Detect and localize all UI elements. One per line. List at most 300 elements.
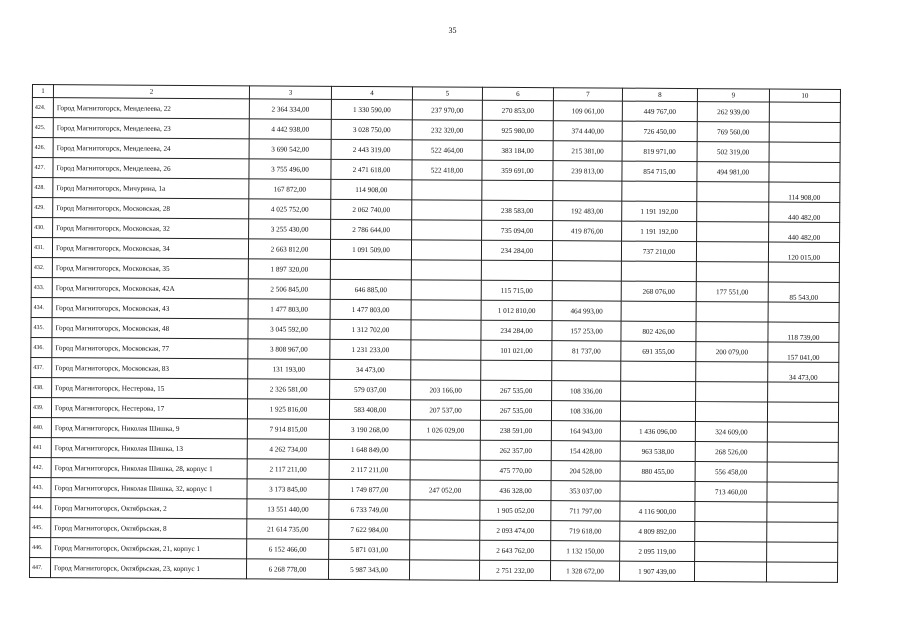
- amount-cell-col-6: [480, 540, 551, 560]
- amount-cell-col-6: [481, 360, 552, 380]
- amount-value: 436 328,00: [499, 486, 532, 495]
- amount-cell-col-5: [411, 280, 481, 300]
- amount-cell-col-3: [248, 359, 330, 380]
- amount-cell-col-9: [697, 202, 769, 222]
- amount-cell-col-4: [329, 399, 410, 419]
- column-header-6: 6: [482, 87, 553, 100]
- amount-cell-col-6: [482, 120, 553, 140]
- amount-cell-col-3: [249, 99, 331, 120]
- row-number: 447.: [29, 557, 50, 577]
- amount-cell-col-3: [247, 519, 329, 540]
- amount-cell-col-9: [695, 462, 767, 482]
- page-number: 35: [448, 26, 457, 35]
- amount-value: 4 262 734,00: [269, 444, 308, 454]
- amount-cell-col-3: [249, 219, 331, 240]
- address-cell: Город Магнитогорск, Нестерова, 15: [52, 378, 248, 399]
- amount-cell-col-4: [330, 239, 411, 259]
- amount-cell-col-9: [697, 122, 769, 142]
- amount-cell-col-6: [481, 380, 552, 400]
- amount-cell-col-5: [410, 540, 480, 560]
- address-cell: Город Магнитогорск, Николая Шишка, 13: [51, 438, 247, 459]
- amount-value: 583 408,00: [353, 405, 387, 414]
- amount-cell-col-3: [249, 199, 331, 220]
- amount-cell-col-4: [329, 419, 410, 439]
- amount-cell-col-10: [767, 422, 838, 442]
- amount-cell-col-7: [553, 101, 622, 121]
- row-number: 429.: [32, 198, 53, 218]
- amount-cell-col-5: [412, 220, 482, 240]
- amount-value: 5 987 343,00: [350, 565, 388, 574]
- amount-cell-col-6: [480, 420, 551, 440]
- amount-cell-col-4: [331, 199, 412, 219]
- amount-value: 880 455,00: [641, 467, 674, 476]
- address-cell: Город Магнитогорск, Октябрьская, 21, корпус 1: [51, 538, 247, 559]
- amount-value: 1 231 233,00: [351, 345, 390, 354]
- amount-cell-col-5: [409, 560, 479, 580]
- amount-cell-col-10: [767, 462, 838, 482]
- amount-value: 2 093 474,00: [496, 526, 535, 535]
- amount-cell-col-5: [411, 260, 481, 280]
- address-cell: Город Магнитогорск, Менделеева, 22: [53, 98, 249, 119]
- amount-cell-col-4: [331, 219, 412, 239]
- amount-cell-col-10: [766, 562, 837, 582]
- amount-value: 4 025 752,00: [270, 204, 309, 214]
- amount-value: 101 021,00: [500, 346, 533, 355]
- amount-value: 262 939,00: [717, 107, 750, 116]
- amount-cell-col-9: [696, 262, 768, 282]
- amount-value: 3 028 750,00: [352, 125, 391, 134]
- amount-cell-col-7: [552, 341, 621, 361]
- amount-cell-col-8: [622, 181, 697, 201]
- amount-cell-col-9: [697, 162, 769, 182]
- column-header-2: 2: [53, 85, 249, 99]
- amount-cell-col-4: [331, 179, 412, 199]
- row-number: 441: [30, 437, 51, 457]
- amount-cell-col-3: [248, 339, 330, 360]
- amount-value: 237 970,00: [431, 105, 464, 115]
- amount-value: 267 535,00: [499, 386, 533, 395]
- amount-cell-col-5: [410, 500, 480, 520]
- amount-value: 2 062 740,00: [352, 205, 391, 214]
- amount-cell-col-8: [622, 221, 697, 241]
- amount-cell-col-10: [768, 322, 839, 342]
- amount-cell-col-5: [411, 240, 481, 260]
- amount-value: 2 751 232,00: [496, 566, 534, 575]
- amount-value: 268 526,00: [715, 447, 748, 456]
- amount-cell-col-3: [247, 499, 329, 520]
- amount-cell-col-9: [695, 402, 767, 422]
- amount-cell-col-3: [247, 419, 329, 440]
- address-cell: Город Магнитогорск, Октябрьская, 2: [51, 498, 247, 519]
- amount-value: 167 872,00: [273, 184, 307, 194]
- amount-value: 6 733 749,00: [350, 505, 389, 514]
- address-cell: Город Магнитогорск, Московская, 83: [52, 358, 248, 379]
- amount-cell-col-6: [481, 300, 552, 320]
- amount-cell-col-6: [482, 100, 553, 120]
- amount-cell-col-3: [248, 279, 330, 300]
- amount-cell-col-4: [330, 259, 411, 279]
- amount-cell-col-3: [249, 179, 331, 200]
- amount-value: 154 428,00: [569, 446, 602, 455]
- amount-value: 7 622 984,00: [350, 525, 389, 534]
- amount-cell-col-6: [482, 220, 553, 240]
- amount-cell-col-6: [480, 440, 551, 460]
- amount-value: 2 471 618,00: [352, 165, 391, 174]
- amount-cell-col-8: [622, 201, 697, 221]
- budget-table: [29, 84, 841, 583]
- amount-value: 464 993,00: [570, 306, 603, 315]
- amount-value: 114 908,00: [788, 193, 821, 202]
- amount-value: 449 767,00: [643, 107, 677, 116]
- amount-value: 1 191 192,00: [640, 227, 678, 236]
- amount-cell-col-8: [621, 261, 696, 281]
- amount-cell-col-5: [412, 120, 482, 140]
- amount-cell-col-8: [620, 441, 695, 461]
- amount-cell-col-6: [480, 500, 551, 520]
- amount-value: 232 320,00: [431, 125, 464, 135]
- amount-cell-col-9: [696, 382, 768, 402]
- amount-value: 5 871 031,00: [350, 545, 389, 554]
- amount-cell-col-6: [482, 160, 553, 180]
- amount-value: 6 268 778,00: [268, 564, 307, 574]
- amount-cell-col-3: [248, 299, 330, 320]
- amount-value: 3 173 845,00: [269, 484, 307, 494]
- amount-cell-col-10: [769, 122, 840, 142]
- amount-value: 1 328 672,00: [566, 566, 604, 576]
- amount-cell-col-5: [410, 400, 480, 420]
- amount-cell-col-10: [769, 202, 840, 222]
- amount-value: 238 591,00: [499, 426, 533, 435]
- amount-value: 2 326 581,00: [269, 384, 308, 394]
- amount-value: 2 117 211,00: [351, 465, 389, 474]
- amount-value: 164 943,00: [569, 426, 603, 435]
- amount-cell-col-9: [696, 322, 768, 342]
- amount-value: 1 012 810,00: [497, 306, 536, 315]
- amount-value: 1 436 096,00: [638, 427, 677, 436]
- amount-value: 494 981,00: [716, 167, 750, 176]
- address-cell: Город Магнитогорск, Московская, 35: [52, 258, 248, 279]
- amount-value: 131 193,00: [272, 364, 305, 374]
- amount-cell-col-10: [769, 102, 840, 122]
- amount-cell-col-9: [695, 502, 767, 522]
- amount-cell-col-10: [768, 262, 839, 282]
- amount-cell-col-7: [553, 201, 622, 221]
- amount-value: 204 528,00: [569, 466, 602, 475]
- amount-value: 2 506 845,00: [270, 284, 309, 294]
- amount-cell-col-7: [553, 121, 622, 141]
- address-cell: Город Магнитогорск, Московская, 32: [53, 218, 249, 239]
- amount-cell-col-5: [410, 480, 480, 500]
- amount-value: 522 464,00: [430, 145, 464, 155]
- amount-cell-col-3: [247, 399, 329, 420]
- column-header-9: 9: [697, 89, 769, 102]
- row-number: 443.: [30, 477, 51, 497]
- amount-cell-col-9: [696, 242, 768, 262]
- amount-value: 556 458,00: [714, 467, 748, 476]
- amount-value: 925 980,00: [501, 126, 534, 135]
- amount-cell-col-3: [248, 239, 330, 260]
- amount-cell-col-4: [331, 99, 412, 119]
- amount-cell-col-7: [553, 141, 622, 161]
- amount-cell-col-4: [329, 499, 410, 519]
- amount-value: 324 609,00: [715, 427, 748, 436]
- row-number: 428.: [32, 178, 53, 198]
- amount-value: 115 715,00: [500, 286, 533, 295]
- address-cell: Город Магнитогорск, Менделеева, 23: [53, 118, 249, 139]
- amount-cell-col-5: [410, 520, 480, 540]
- amount-value: 7 914 815,00: [269, 424, 308, 434]
- amount-value: 234 284,00: [500, 246, 534, 255]
- amount-value: 963 538,00: [641, 447, 674, 456]
- row-number: 437.: [31, 357, 52, 377]
- amount-cell-col-8: [622, 101, 697, 121]
- row-number: 435.: [31, 317, 52, 337]
- column-header-8: 8: [622, 88, 697, 101]
- amount-cell-col-10: [769, 142, 840, 162]
- amount-cell-col-7: [552, 281, 621, 301]
- amount-value: 1 897 320,00: [270, 264, 309, 274]
- amount-cell-col-10: [769, 182, 840, 202]
- amount-cell-col-6: [481, 280, 552, 300]
- amount-cell-col-4: [330, 279, 411, 299]
- amount-value: 3 808 967,00: [269, 344, 308, 354]
- amount-cell-col-6: [482, 180, 553, 200]
- column-header-5: 5: [412, 87, 482, 100]
- amount-value: 2 643 762,00: [496, 546, 535, 555]
- amount-cell-col-7: [552, 261, 621, 281]
- amount-value: 1 648 849,00: [350, 445, 389, 454]
- amount-value: 1 132 150,00: [566, 546, 605, 556]
- amount-cell-col-10: [767, 442, 838, 462]
- amount-value: 1 477 803,00: [270, 304, 309, 314]
- amount-value: 1 312 702,00: [351, 325, 390, 334]
- address-cell: Город Магнитогорск, Менделеева, 24: [53, 138, 249, 159]
- amount-cell-col-10: [767, 522, 838, 542]
- address-cell: Город Магнитогорск, Николая Шишка, 32, корпус 1: [51, 478, 247, 499]
- amount-cell-col-4: [329, 539, 410, 559]
- amount-cell-col-8: [619, 561, 694, 581]
- amount-cell-col-9: [695, 442, 767, 462]
- amount-value: 157 041,00: [787, 353, 820, 362]
- amount-value: 819 971,00: [643, 147, 676, 156]
- amount-value: 440 482,00: [787, 233, 821, 242]
- address-cell: Город Магнитогорск, Московская, 42А: [52, 278, 248, 299]
- amount-cell-col-4: [330, 299, 411, 319]
- amount-value: 1 907 439,00: [638, 567, 676, 576]
- amount-value: 522 418,00: [430, 165, 464, 175]
- amount-value: 475 770,00: [499, 466, 532, 475]
- amount-cell-col-3: [249, 119, 331, 140]
- amount-cell-col-8: [620, 461, 695, 481]
- amount-value: 200 079,00: [715, 347, 749, 356]
- amount-cell-col-9: [695, 482, 767, 502]
- amount-cell-col-9: [697, 222, 769, 242]
- amount-cell-col-6: [481, 240, 552, 260]
- amount-cell-col-3: [247, 479, 329, 500]
- amount-cell-col-7: [551, 461, 620, 481]
- amount-value: 13 551 440,00: [267, 504, 309, 514]
- amount-cell-col-9: [695, 422, 767, 442]
- amount-cell-col-7: [553, 181, 622, 201]
- amount-value: 440 482,00: [788, 213, 821, 222]
- amount-cell-col-7: [551, 401, 620, 421]
- amount-value: 267 535,00: [499, 406, 533, 415]
- amount-cell-col-8: [622, 121, 697, 141]
- address-cell: Город Магнитогорск, Московская, 34: [52, 238, 248, 259]
- amount-cell-col-4: [328, 559, 409, 579]
- row-number: 425.: [32, 118, 53, 138]
- address-cell: Город Магнитогорск, Октябрьская, 8: [51, 518, 247, 539]
- amount-cell-col-9: [694, 562, 766, 582]
- amount-cell-col-6: [479, 560, 550, 580]
- amount-value: 1 330 590,00: [352, 105, 391, 114]
- amount-cell-col-10: [768, 382, 839, 402]
- amount-cell-col-9: [696, 302, 768, 322]
- amount-cell-col-6: [481, 340, 552, 360]
- amount-cell-col-9: [696, 342, 768, 362]
- amount-cell-col-8: [620, 421, 695, 441]
- amount-value: 691 355,00: [642, 347, 675, 356]
- amount-value: 262 357,00: [499, 446, 532, 455]
- amount-cell-col-6: [480, 460, 551, 480]
- amount-cell-col-3: [247, 439, 329, 460]
- amount-value: 109 061,00: [571, 106, 605, 115]
- amount-cell-col-10: [768, 342, 839, 362]
- amount-cell-col-5: [411, 380, 481, 400]
- amount-value: 854 715,00: [643, 167, 676, 176]
- amount-cell-col-3: [249, 159, 331, 180]
- amount-value: 735 094,00: [500, 226, 534, 235]
- amount-cell-col-6: [480, 520, 551, 540]
- amount-value: 192 483,00: [571, 206, 604, 215]
- row-number: 446.: [30, 537, 51, 557]
- amount-cell-col-4: [331, 119, 412, 139]
- row-number: 445.: [30, 517, 51, 537]
- amount-value: 34 473,00: [788, 373, 818, 382]
- amount-cell-col-10: [769, 162, 840, 182]
- amount-value: 21 614 735,00: [267, 524, 309, 534]
- amount-value: 177 551,00: [716, 287, 749, 296]
- amount-value: 34 473,00: [355, 365, 385, 374]
- amount-value: 207 537,00: [429, 405, 462, 415]
- amount-value: 2 117 211,00: [269, 464, 307, 474]
- amount-value: 2 443 319,00: [352, 145, 391, 154]
- row-number: 432.: [31, 257, 52, 277]
- column-header-4: 4: [331, 86, 412, 99]
- amount-cell-col-10: [768, 302, 839, 322]
- amount-value: 234 284,00: [500, 326, 533, 335]
- column-header-10: 10: [769, 89, 840, 102]
- amount-cell-col-8: [620, 541, 695, 561]
- amount-value: 419 876,00: [570, 226, 604, 235]
- amount-value: 353 037,00: [569, 486, 602, 495]
- amount-value: 719 618,00: [569, 526, 602, 535]
- amount-value: 1 091 509,00: [352, 245, 390, 254]
- amount-value: 1 026 029,00: [426, 425, 465, 435]
- amount-value: 713 460,00: [714, 487, 748, 496]
- amount-value: 802 426,00: [642, 327, 675, 336]
- amount-value: 1 191 192,00: [640, 207, 679, 216]
- row-number: 433.: [31, 277, 52, 297]
- amount-cell-col-4: [329, 439, 410, 459]
- amount-value: 81 737,00: [571, 346, 601, 355]
- amount-cell-col-6: [481, 260, 552, 280]
- address-cell: Город Магнитогорск, Московская, 43: [52, 298, 248, 319]
- amount-value: 726 450,00: [643, 127, 676, 136]
- row-number: 438.: [31, 377, 52, 397]
- table-body: [29, 85, 840, 583]
- amount-cell-col-3: [247, 539, 329, 560]
- amount-value: 2 663 812,00: [270, 244, 309, 254]
- amount-cell-col-3: [247, 459, 329, 480]
- amount-cell-col-8: [622, 141, 697, 161]
- amount-cell-col-7: [553, 221, 622, 241]
- row-number: 427.: [32, 158, 53, 178]
- amount-cell-col-8: [620, 481, 695, 501]
- amount-value: 157 253,00: [570, 326, 603, 335]
- amount-cell-col-3: [248, 379, 330, 400]
- amount-cell-col-3: [246, 559, 328, 580]
- amount-value: 2 364 334,00: [271, 104, 310, 114]
- row-number: 426.: [32, 138, 53, 158]
- row-number: 424.: [32, 98, 53, 118]
- amount-cell-col-6: [480, 400, 551, 420]
- amount-cell-col-4: [330, 339, 411, 359]
- amount-cell-col-9: [695, 522, 767, 542]
- amount-cell-col-9: [696, 282, 768, 302]
- amount-cell-col-4: [329, 519, 410, 539]
- amount-value: 85 543,00: [789, 293, 819, 302]
- amount-cell-col-5: [410, 460, 480, 480]
- amount-cell-col-10: [768, 362, 839, 382]
- address-cell: Город Магнитогорск, Московская, 28: [53, 198, 249, 219]
- amount-value: 118 739,00: [787, 333, 820, 342]
- amount-value: 120 015,00: [787, 253, 821, 262]
- amount-cell-col-5: [410, 440, 480, 460]
- amount-value: 3 690 542,00: [271, 144, 309, 154]
- address-cell: Город Магнитогорск, Мичурина, 1а: [53, 178, 249, 199]
- address-cell: Город Магнитогорск, Московская, 48: [52, 318, 248, 339]
- amount-value: 4 809 892,00: [638, 527, 677, 536]
- amount-cell-col-7: [552, 301, 621, 321]
- amount-cell-col-4: [330, 359, 411, 379]
- row-number: 430.: [32, 218, 53, 238]
- amount-cell-col-3: [249, 139, 331, 160]
- amount-cell-col-9: [695, 542, 767, 562]
- amount-cell-col-5: [412, 200, 482, 220]
- amount-cell-col-10: [769, 222, 840, 242]
- address-cell: Город Магнитогорск, Николая Шишка, 28, корпус 1: [51, 458, 247, 479]
- amount-cell-col-10: [767, 482, 838, 502]
- amount-cell-col-7: [551, 541, 620, 561]
- amount-value: 3 255 430,00: [270, 224, 309, 234]
- amount-value: 3 190 268,00: [350, 425, 389, 434]
- amount-value: 646 885,00: [354, 285, 387, 294]
- amount-cell-col-7: [553, 161, 622, 181]
- amount-cell-col-9: [696, 362, 768, 382]
- amount-cell-col-8: [621, 341, 696, 361]
- amount-cell-col-5: [411, 300, 481, 320]
- amount-cell-col-4: [329, 479, 410, 499]
- address-cell: Город Магнитогорск, Николая Шишка, 9: [51, 418, 247, 439]
- address-cell: Город Магнитогорск, Московская, 77: [52, 338, 248, 359]
- amount-value: 3 755 496,00: [271, 164, 309, 174]
- amount-value: 108 336,00: [569, 386, 603, 395]
- amount-value: 215 381,00: [571, 146, 604, 155]
- amount-cell-col-9: [697, 182, 769, 202]
- amount-cell-col-8: [621, 241, 696, 261]
- amount-value: 502 319,00: [716, 147, 750, 156]
